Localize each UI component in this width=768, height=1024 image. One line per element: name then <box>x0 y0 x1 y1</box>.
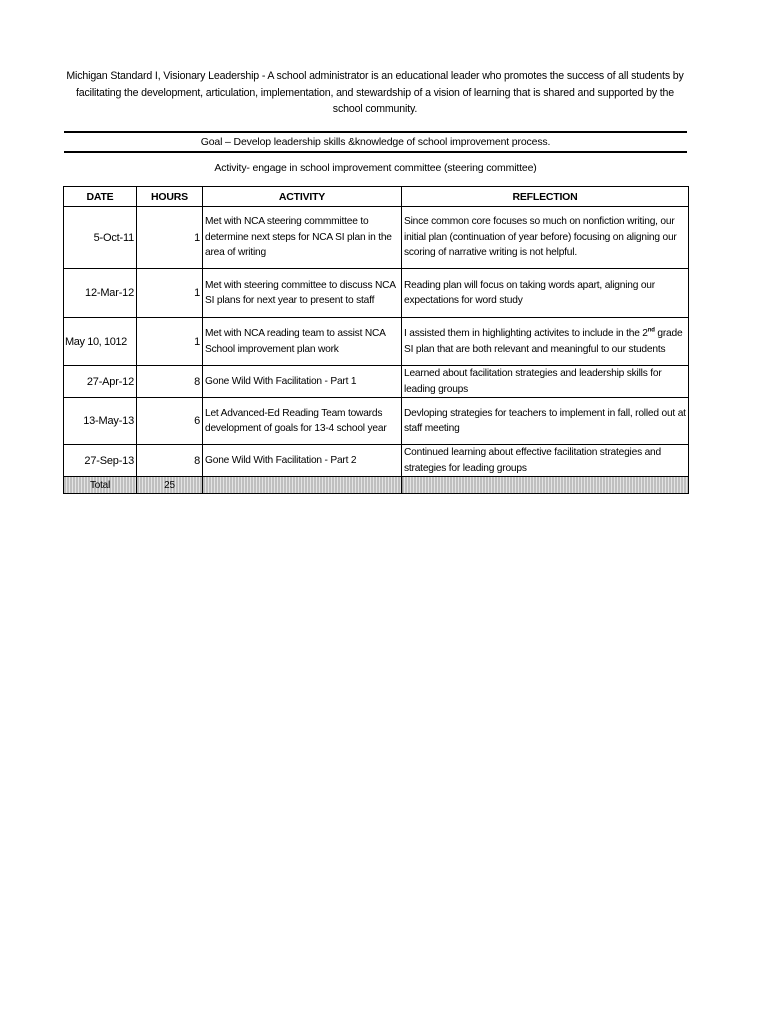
hours-cell: 1 <box>137 207 203 269</box>
column-header-hours: HOURS <box>137 187 203 207</box>
hours-cell: 8 <box>137 366 203 398</box>
ordinal-suffix: nd <box>647 327 655 334</box>
reflection-text-start: I assisted them in highlighting activites to include in the 2 <box>404 328 648 339</box>
table-row <box>64 445 689 477</box>
activity-cell: Gone Wild With Facilitation - Part 2 <box>203 445 402 477</box>
reflection-cell <box>402 318 689 366</box>
reflection-cell: Since common core focuses so much on nonfiction writing, our initial plan (continuation of year before) focusing on aligning our scoring of narrative writing is not helpful. <box>402 207 689 269</box>
activity-cell: Gone Wild With Facilitation - Part 1 <box>203 366 402 398</box>
hours-cell: 1 <box>137 269 203 318</box>
date-cell: 12-Mar-12 <box>64 269 137 318</box>
activity-cell: Met with NCA reading team to assist NCA School improvement plan work <box>203 318 402 366</box>
total-row <box>64 477 689 494</box>
reflection-cell: Continued learning about effective facilitation strategies and strategies for leading groups <box>402 445 689 477</box>
hours-cell: 6 <box>137 398 203 445</box>
date-cell: 5-Oct-11 <box>64 207 137 269</box>
total-empty-cell <box>402 477 689 494</box>
reflection-text-end: grade SI plan that are both relevant and meaningful to our students <box>404 328 683 355</box>
goal-bottom-rule <box>64 151 687 153</box>
activity-cell: Met with steering committee to discuss NCA SI plans for next year to present to staff <box>203 269 402 318</box>
total-empty-cell <box>203 477 402 494</box>
date-cell: 27-Sep-13 <box>64 445 137 477</box>
activity-log-table <box>63 186 689 494</box>
activity-cell: Let Advanced-Ed Reading Team towards development of goals for 13-4 school year <box>203 398 402 445</box>
table-row <box>64 366 689 398</box>
reflection-cell: Learned about facilitation strategies and leadership skills for leading groups <box>402 366 689 398</box>
total-hours-value: 25 <box>137 477 203 494</box>
date-cell: May 10, 1012 <box>64 318 137 366</box>
reflection-cell: Reading plan will focus on taking words apart, aligning our expectations for word study <box>402 269 689 318</box>
column-header-date: DATE <box>64 187 137 207</box>
table-header-row <box>64 187 689 207</box>
standard-description: Michigan Standard I, Visionary Leadership - A school administrator is an educational leader who promotes the success of all students by facilitating the development, articulation, implementation, and stewardship of a vision of learning that is shared and supported by the school community. <box>66 70 684 115</box>
total-label: Total <box>64 477 137 494</box>
goal-top-rule <box>64 131 687 133</box>
table-row <box>64 269 689 318</box>
table-row <box>64 207 689 269</box>
hours-cell: 1 <box>137 318 203 366</box>
goal-statement: Goal – Develop leadership skills &knowledge of school improvement process. <box>200 136 551 148</box>
table-row <box>64 398 689 445</box>
date-cell: 27-Apr-12 <box>64 366 137 398</box>
table-row <box>64 318 689 366</box>
hours-cell: 8 <box>137 445 203 477</box>
reflection-cell: Devloping strategies for teachers to implement in fall, rolled out at staff meeting <box>402 398 689 445</box>
date-cell: 13-May-13 <box>64 398 137 445</box>
activity-cell: Met with NCA steering commmittee to determine next steps for NCA SI plan in the area of writing <box>203 207 402 269</box>
column-header-reflection: REFLECTION <box>402 187 689 207</box>
activity-statement: Activity- engage in school improvement committee (steering committee) <box>214 162 537 174</box>
column-header-activity: ACTIVITY <box>203 187 402 207</box>
